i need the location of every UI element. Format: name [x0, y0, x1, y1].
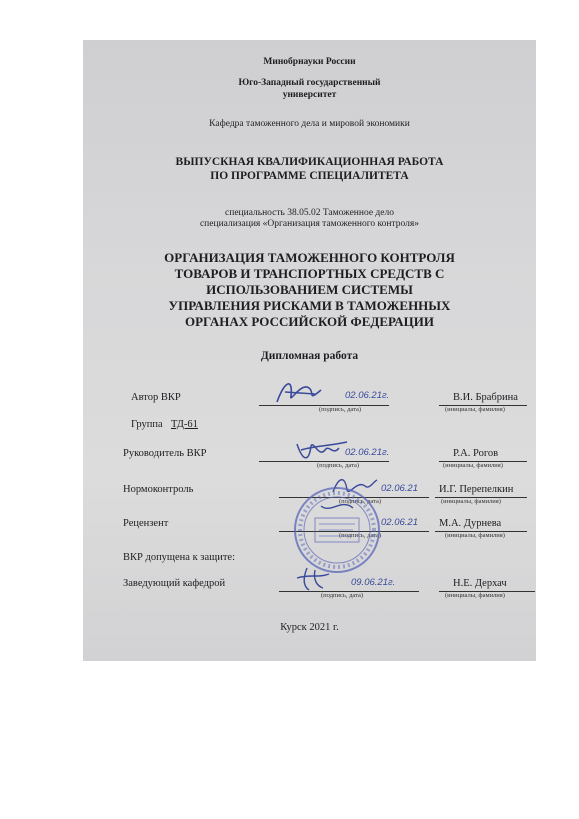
- normcontrol-sig-caption: (подпись, дата): [339, 498, 382, 505]
- normcontrol-label: Нормоконтроль: [123, 484, 194, 495]
- normcontrol-name-caption: (инициалы, фамилия): [441, 498, 501, 505]
- head-name-caption: (инициалы, фамилия): [445, 592, 505, 599]
- supervisor-label: Руководитель ВКР: [123, 448, 207, 459]
- thesis-title-line2: ТОВАРОВ И ТРАНСПОРТНЫХ СРЕДСТВ С: [174, 266, 445, 281]
- work-type-line2: ПО ПРОГРАММЕ СПЕЦИАЛИТЕТА: [210, 170, 409, 182]
- head-sig-caption: (подпись, дата): [321, 592, 364, 599]
- reviewer-name: М.А. Дурнева: [439, 518, 502, 529]
- university-line1: Юго-Западный государственный: [238, 78, 381, 88]
- normcontrol-name: И.Г. Перепелкин: [439, 484, 514, 495]
- admitted-text: ВКР допущена к защите:: [123, 552, 235, 563]
- group-value: ТД-61: [171, 419, 198, 430]
- ministry-text: Минобрнауки России: [263, 57, 356, 67]
- author-label: Автор ВКР: [131, 392, 181, 403]
- author-name-caption: (инициалы, фамилия): [445, 406, 505, 413]
- head-name: Н.Е. Дерхач: [453, 578, 507, 589]
- city-year-text: Курск 2021 г.: [280, 622, 339, 633]
- reviewer-sig-caption: (подпись, дата): [339, 532, 382, 539]
- department-text: Кафедра таможенного дела и мировой экономики: [209, 119, 410, 129]
- author-signature-icon: [271, 374, 341, 408]
- author-date: 02.06.21г.: [345, 390, 390, 401]
- head-signature-icon: [289, 564, 339, 594]
- subtitle-text: Дипломная работа: [260, 350, 359, 362]
- thesis-title-line5: ОРГАНАХ РОССИЙСКОЙ ФЕДЕРАЦИИ: [185, 314, 434, 329]
- thesis-title-line1: ОРГАНИЗАЦИЯ ТАМОЖЕННОГО КОНТРОЛЯ: [164, 250, 455, 265]
- supervisor-name-caption: (инициалы, фамилия): [443, 462, 503, 469]
- university-line2: университет: [282, 90, 337, 100]
- supervisor-sig-caption: (подпись, дата): [317, 462, 360, 469]
- supervisor-date: 02.06.21г.: [345, 447, 390, 458]
- document-photo: [83, 40, 536, 661]
- work-type-line1: ВЫПУСКНАЯ КВАЛИФИКАЦИОННАЯ РАБОТА: [175, 156, 444, 168]
- official-stamp-icon: [291, 484, 383, 576]
- group-label: Группа: [131, 419, 163, 430]
- reviewer-label: Рецензент: [123, 518, 169, 529]
- normcontrol-date: 02.06.21: [381, 483, 418, 494]
- head-date: 09.06.21г.: [351, 577, 396, 588]
- supervisor-name: Р.А. Рогов: [453, 448, 499, 459]
- head-label: Заведующий кафедрой: [123, 578, 226, 589]
- thesis-title-line3: ИСПОЛЬЗОВАНИЕМ СИСТЕМЫ: [206, 282, 413, 297]
- reviewer-date: 02.06.21: [381, 517, 418, 528]
- reviewer-name-caption: (инициалы, фамилия): [445, 532, 505, 539]
- author-sig-caption: (подпись, дата): [319, 406, 362, 413]
- author-name: В.И. Брабрина: [453, 392, 518, 403]
- specialty-line1: специальность 38.05.02 Таможенное дело: [225, 208, 394, 218]
- thesis-title-line4: УПРАВЛЕНИЯ РИСКАМИ В ТАМОЖЕННЫХ: [168, 298, 451, 313]
- specialty-line2: специализация «Организация таможенного контроля»: [199, 219, 420, 229]
